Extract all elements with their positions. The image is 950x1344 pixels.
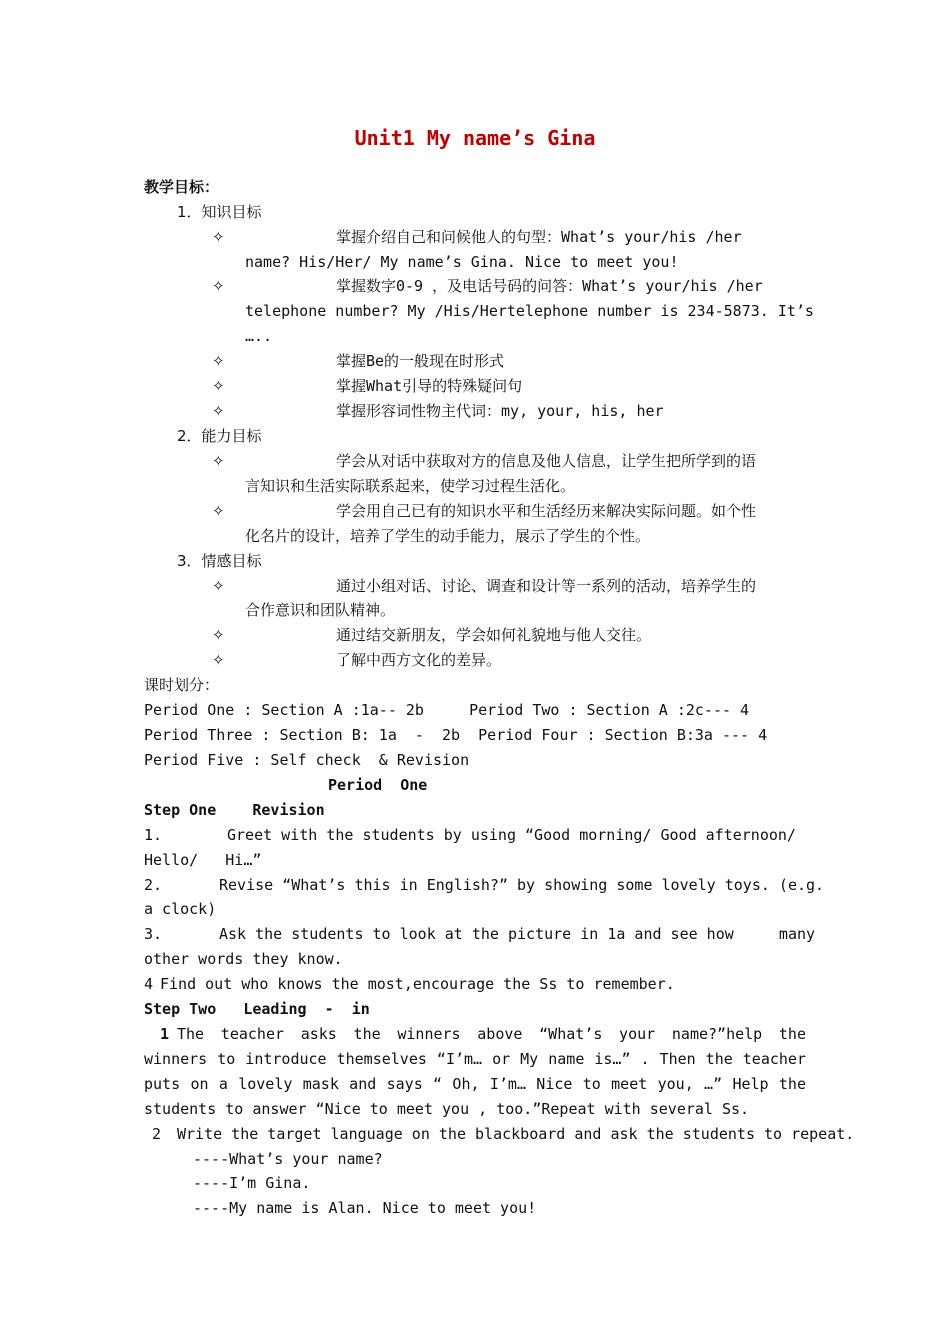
goal-item-line: 掌握介绍自己和问候他人的句型：What’s your/his /her xyxy=(336,228,742,246)
diamond-bullet-icon: ✧ xyxy=(212,577,225,595)
period-line: Period One : Section A :1a-- 2b Period Two : Section A :2c--- 4 xyxy=(144,701,750,719)
diamond-bullet-icon: ✧ xyxy=(212,277,225,295)
goal-item-line: ….. xyxy=(245,327,273,345)
goal-item-line: 通过结交新朋友，学会如何礼貌地与他人交往。 xyxy=(336,626,652,644)
diamond-bullet-icon: ✧ xyxy=(212,402,225,420)
diamond-bullet-icon: ✧ xyxy=(212,377,225,395)
goal-heading-ability: 2．能力目标 xyxy=(177,427,262,445)
step-one-heading: Step One Revision xyxy=(144,801,325,819)
goal-heading-knowledge: 1．知识目标 xyxy=(177,203,262,221)
period-one-title: Period One xyxy=(328,776,428,794)
period-line: Period Five : Self check & Revision xyxy=(144,751,470,769)
step-item-number: 2. xyxy=(144,876,163,894)
goal-item-line: 掌握What引导的特殊疑问句 xyxy=(336,377,523,395)
goal-item-line: 化名片的设计，培养了学生的动手能力，展示了学生的个性。 xyxy=(245,527,651,545)
periods-heading: 课时划分： xyxy=(144,676,220,694)
document-title: Unit1 My name’s Gina xyxy=(354,126,596,150)
goal-item-line: name? His/Her/ My name’s Gina. Nice to meet you! xyxy=(245,253,679,271)
goal-item-line: 合作意识和团队精神。 xyxy=(245,601,396,619)
step-item-text: a clock) xyxy=(144,900,217,918)
diamond-bullet-icon: ✧ xyxy=(212,626,225,644)
step-item-text: Hello/ Hi…” xyxy=(144,851,262,869)
dialogue-line: ----What’s your name? xyxy=(193,1150,383,1168)
step-item-text: Ask the students to look at the picture in 1a and see how many xyxy=(219,925,816,943)
diamond-bullet-icon: ✧ xyxy=(212,452,225,470)
step-item-number: 3. xyxy=(144,925,163,943)
goals-heading: 教学目标： xyxy=(144,178,220,196)
goal-item-line: 言知识和生活实际联系起来，使学习过程生活化。 xyxy=(245,477,576,495)
goal-heading-emotion: 3．情感目标 xyxy=(177,552,262,570)
step-item-number: 1. xyxy=(144,826,163,844)
step-two-paragraph-number: 1 xyxy=(160,1025,170,1043)
diamond-bullet-icon: ✧ xyxy=(212,352,225,370)
step-two-paragraph-number: 2 xyxy=(152,1125,162,1143)
goal-item-line: 学会从对话中获取对方的信息及他人信息，让学生把所学到的语 xyxy=(336,452,757,470)
goal-item-line: 了解中西方文化的差异。 xyxy=(336,651,502,669)
diamond-bullet-icon: ✧ xyxy=(212,502,225,520)
goal-item-line: 通过小组对话、讨论、调查和设计等一系列的活动，培养学生的 xyxy=(336,577,757,595)
step-two-paragraph: Write the target language on the blackboard and ask the students to repeat. xyxy=(177,1125,855,1143)
goal-item-line: 掌握Be的一般现在时形式 xyxy=(336,352,505,370)
diamond-bullet-icon: ✧ xyxy=(212,651,225,669)
goal-item-line: 掌握形容词性物主代词：my, your, his, her xyxy=(336,402,664,420)
period-line: Period Three : Section B: 1a - 2b Period Four : Section B:3a --- 4 xyxy=(144,726,768,744)
diamond-bullet-icon: ✧ xyxy=(212,228,225,246)
step-two-heading: Step Two Leading - in xyxy=(144,1000,370,1018)
step-item-text: Greet with the students by using “Good morning/ Good afternoon/ xyxy=(227,826,796,844)
step-item-text: other words they know. xyxy=(144,950,343,968)
dialogue-line: ----My name is Alan. Nice to meet you! xyxy=(193,1199,537,1217)
step-item-text: Revise “What’s this in English?” by showing some lovely toys. (e.g. xyxy=(219,876,825,894)
step-two-paragraph: The teacher asks the winners above “What’s your name?”help the winners to introduce themselves “I’m… or My name is…” . Then the teacher puts on a lovely mask and says “ Oh, I’m… Nice to meet you, …” Help the students to answer “Nice to meet you , too.”Repeat with several Ss. xyxy=(144,1025,806,1118)
step-item-text: Find out who knows the most,encourage the Ss to remember. xyxy=(160,975,675,993)
step-item-number: 4 xyxy=(144,975,154,993)
goal-item-line: 学会用自己已有的知识水平和生活经历来解决实际问题。如个性 xyxy=(336,502,757,520)
dialogue-line: ----I’m Gina. xyxy=(193,1174,311,1192)
goal-item-line: telephone number? My /His/Hertelephone number is 234-5873. It’s xyxy=(245,302,814,320)
goal-item-line: 掌握数字0-9 ，及电话号码的问答：What’s your/his /her xyxy=(336,277,763,295)
